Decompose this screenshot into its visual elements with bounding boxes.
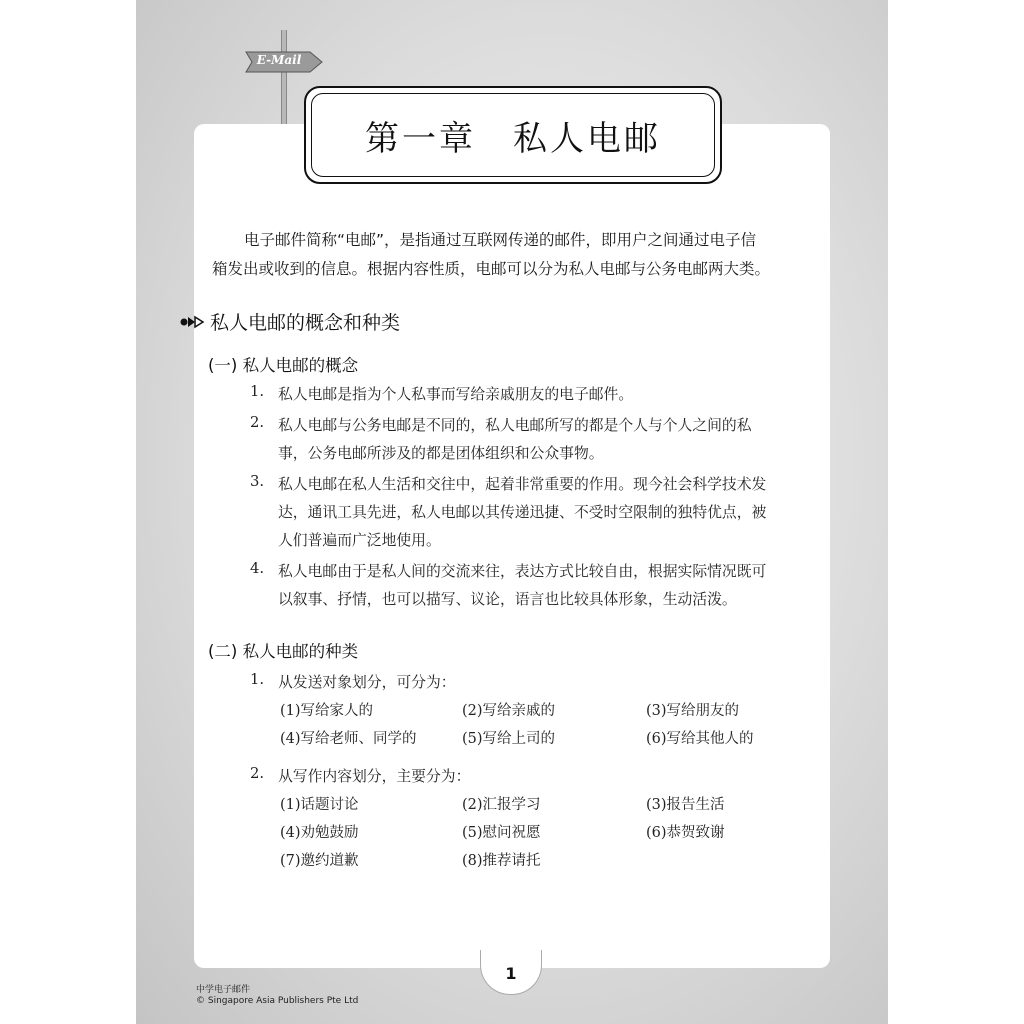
intro-line-1: 电子邮件简称“电邮”，是指通过互联网传递的邮件，即用户之间通过电子信 [244, 231, 757, 249]
types-group-2-option-6: (6)恭贺致谢 [646, 825, 725, 841]
chapter-title-inner-frame [311, 93, 715, 177]
email-signpost [244, 50, 324, 74]
types-group-1-num: 1. [250, 671, 265, 688]
email-sign-label: E-Mail [256, 53, 302, 67]
intro-line-2: 箱发出或收到的信息。根据内容性质，电邮可以分为私人电邮与公务电邮两大类。 [212, 260, 771, 278]
types-group-1-option-6: (6)写给其他人的 [646, 731, 754, 747]
concept-item-4-line-2: 以叙事、抒情，也可以描写、议论，语言也比较具体形象，生动活泼。 [278, 591, 737, 608]
types-group-1-option-1: (1)写给家人的 [280, 703, 374, 719]
concept-item-4-line-1: 私人电邮由于是私人间的交流来往，表达方式比较自由，根据实际情况既可 [278, 563, 767, 580]
types-group-2-option-4: (4)劝勉鼓励 [280, 825, 359, 841]
types-group-2-option-8: (8)推荐请托 [462, 853, 541, 869]
page-background [136, 0, 888, 1024]
types-group-1-option-3: (3)写给朋友的 [646, 703, 740, 719]
types-group-1-title: 从发送对象划分，可分为： [278, 674, 456, 691]
double-arrow-bullet-icon [180, 315, 206, 329]
section-heading [180, 308, 400, 335]
concept-item-3-line-1: 私人电邮在私人生活和交往中，起着非常重要的作用。现今社会科学技术发 [278, 476, 767, 493]
page-number: 1 [505, 964, 517, 983]
types-group-1-option-5: (5)写给上司的 [462, 731, 556, 747]
chapter-title-box [304, 86, 722, 184]
footer-book-title: 中学电子邮件 [196, 985, 251, 995]
concept-item-3-line-3: 人们普遍而广泛地使用。 [278, 532, 441, 549]
types-group-2-option-3: (3)报告生活 [646, 797, 725, 813]
concept-item-2-line-2: 事，公务电邮所涉及的都是团体组织和公众事物。 [278, 445, 604, 462]
types-group-2-num: 2. [250, 765, 265, 782]
page-number-tab [480, 950, 542, 995]
content-card [194, 124, 830, 968]
types-group-1-option-4: (4)写给老师、同学的 [280, 731, 417, 747]
types-group-2-option-2: (2)汇报学习 [462, 797, 541, 813]
concept-item-3-num: 3. [250, 473, 265, 490]
types-group-2-option-7: (7)邀约道歉 [280, 853, 359, 869]
chapter-title: 第一章 私人电邮 [365, 118, 661, 159]
concept-item-2-line-1: 私人电邮与公务电邮是不同的，私人电邮所写的都是个人与个人之间的私 [278, 417, 752, 434]
concept-item-1-num: 1. [250, 383, 265, 400]
footer-copyright: © Singapore Asia Publishers Pte Ltd [196, 996, 359, 1006]
section-title: 私人电邮的概念和种类 [210, 312, 401, 334]
concept-item-3-line-2: 达，通讯工具先进，私人电邮以其传递迅捷、不受时空限制的独特优点，被 [278, 504, 767, 521]
types-group-2-title: 从写作内容划分，主要分为： [278, 768, 471, 785]
types-heading: (二) 私人电邮的种类 [208, 642, 359, 661]
concept-item-1-line-1: 私人电邮是指为个人私事而写给亲戚朋友的电子邮件。 [278, 386, 634, 403]
types-group-1-option-2: (2)写给亲戚的 [462, 703, 556, 719]
concept-item-4-num: 4. [250, 560, 265, 577]
types-group-2-option-1: (1)话题讨论 [280, 797, 359, 813]
concept-item-2-num: 2. [250, 414, 265, 431]
types-group-2-option-5: (5)慰问祝愿 [462, 825, 541, 841]
concept-heading: (一) 私人电邮的概念 [208, 356, 359, 375]
